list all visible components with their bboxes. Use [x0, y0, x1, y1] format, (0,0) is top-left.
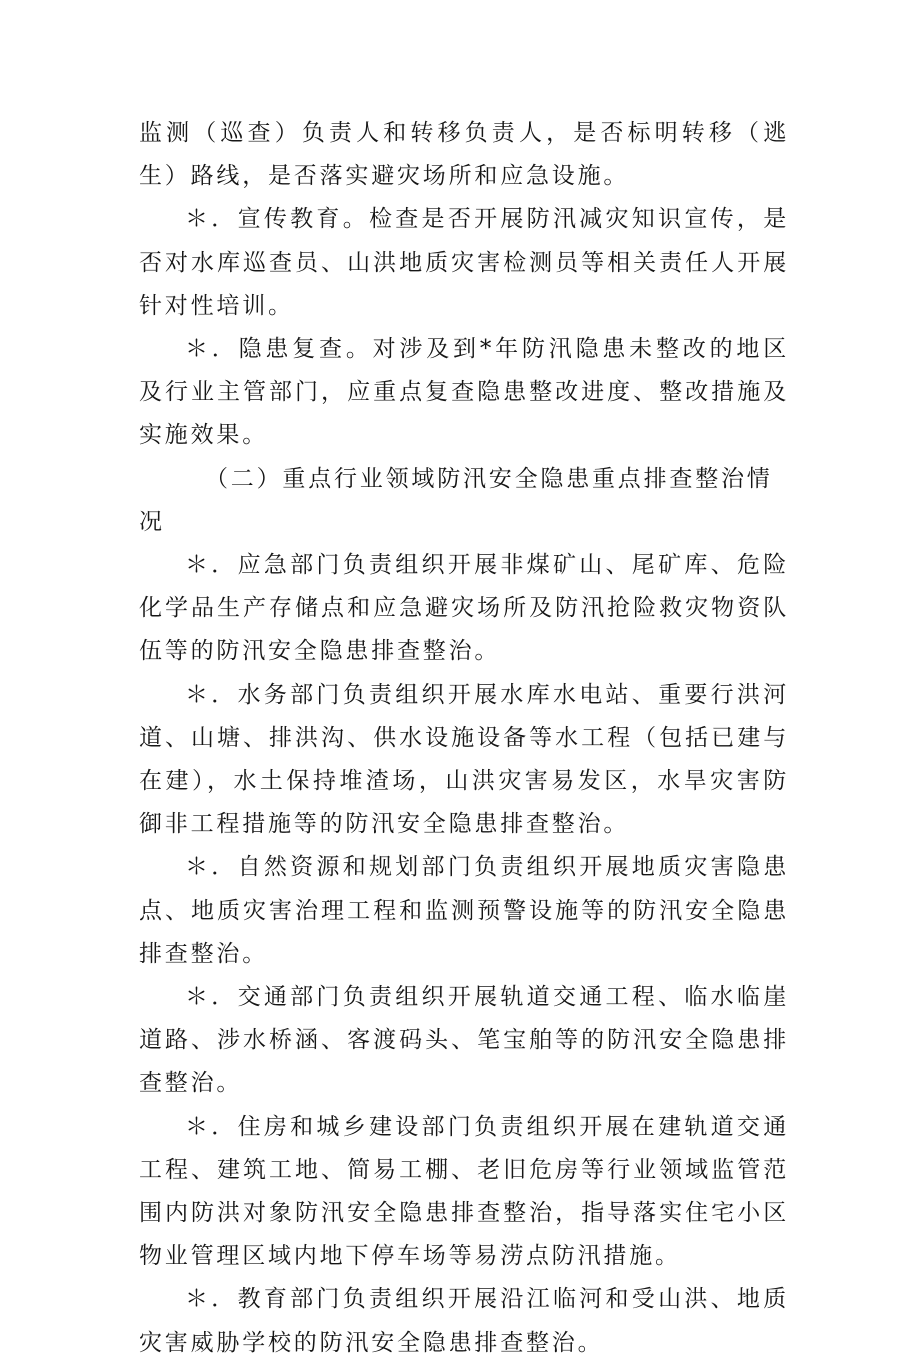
paragraph-education-dept: ＊．教育部门负责组织开展沿江临河和受山洪、地质灾害威胁学校的防汛安全隐患排查整治。 [139, 1286, 789, 1356]
paragraph-publicity-education: ＊．宣传教育。检查是否开展防汛减灾知识宣传，是否对水库巡查员、山洪地质灾害检测员等相关责任人开展针对性培训。 [139, 206, 789, 319]
paragraph-emergency-dept: ＊．应急部门负责组织开展非煤矿山、尾矿库、危险化学品生产存储点和应急避灾场所及防汛抢险救灾物资队伍等的防汛安全隐患排查整治。 [139, 552, 789, 665]
section-heading: （二）重点行业领域防汛安全隐患重点排查整治情况 [139, 465, 773, 535]
paragraph-housing-dept: ＊．住房和城乡建设部门负责组织开展在建轨道交通工程、建筑工地、简易工棚、老旧危房等行业领域监管范围内防洪对象防汛安全隐患排查整治，指导落实住宅小区物业管理区域内地下停车场等易涝点防汛措施。 [139, 1113, 789, 1270]
document-body [139, 112, 789, 1365]
paragraph-hazard-recheck: ＊．隐患复查。对涉及到*年防汛隐患未整改的地区及行业主管部门，应重点复查隐患整改进度、整改措施及实施效果。 [139, 336, 789, 449]
paragraph-transport-dept: ＊．交通部门负责组织开展轨道交通工程、临水临崖道路、涉水桥涵、客渡码头、笔宝舶等的防汛安全隐患排查整治。 [139, 984, 789, 1097]
paragraph-natural-resources-dept: ＊．自然资源和规划部门负责组织开展地质灾害隐患点、地质灾害治理工程和监测预警设施等的防汛安全隐患排查整治。 [139, 854, 789, 967]
paragraph-continued: 监测（巡查）负责人和转移负责人，是否标明转移（逃生）路线，是否落实避灾场所和应急设施。 [139, 120, 789, 190]
paragraph-water-dept: ＊．水务部门负责组织开展水库水电站、重要行洪河道、山塘、排洪沟、供水设施设备等水工程（包括已建与在建），水土保持堆渣场，山洪灾害易发区，水旱灾害防御非工程措施等的防汛安全隐患排查整治。 [139, 681, 789, 838]
